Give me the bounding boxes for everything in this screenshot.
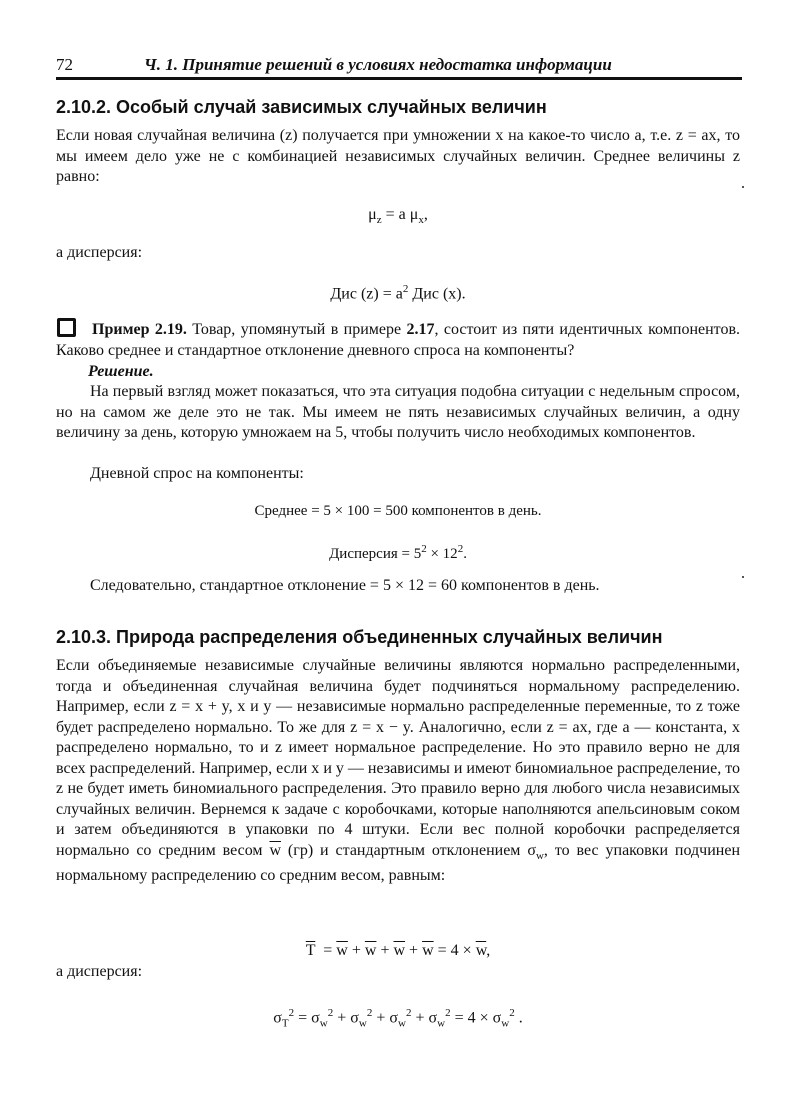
example-label: Пример 2.19. [92,321,187,338]
solution-paragraph-2: Дневной спрос на компоненты: [90,465,304,482]
formula-pack-mean: $\overline{T} = \overline{w} + \overline{w} + \overline{w} + \overline{w} = 4 \times \overline{w}$, [305,942,491,959]
formula-pack-variance: $\sigma_T^2 = \sigma_w^2 + \sigma_w^2 + \sigma_w^2 + \sigma_w^2 = 4 \times \sigma_w^2$ . [273,1007,523,1030]
variance-label-1: а дисперсия: [56,244,143,261]
example-ref: 2.17 [406,321,435,338]
variance-label-2: а дисперсия: [56,963,143,980]
running-header [56,54,742,76]
scan-speck [742,576,744,578]
formula-variance-z: Дис $(z) = a^2$ Дис (x). [330,283,466,303]
page-number: 72 [56,55,73,74]
section2-paragraph: Если объединяемые независимые случайные величины являются нормально распределенными, тогда и объединенная случайная величина будет подчиняться нормальному распределению. Например, если z = x + y, x и y — независимые нормально распределенные переменные, то z тоже будет распределено нормально. То же для z = x − y. Аналогично, если z = ax, где a — константа, x распределено нормально, то и z имеет нормальное распределение. Но это правило верно не для всех распределений. Например, если x и y — независимы и имеют биномиальное распределение, то z не будет иметь биномиального распределения. Это правило верно для любого числа независимых случайных величин. Вернемся к задаче с коробочками, которые наполняются апельсиновым соком и затем объединяются в упаковки по 4 штуки. Если вес полной коробочки распределяется нормально со средним весом $\overline{w}$ (гр) и стандартным отклонением $\sigma_w$, то вес упаковки подчинен нормальному распределению со средним весом, равным: [56,657,741,885]
header-rule [56,77,742,80]
section-heading-2-10-3: 2.10.3. Природа распределения объединенных случайных величин [56,627,663,647]
formula-mean-z: $\mu_z = a$ $\mu_x$, [368,206,428,227]
section1-intro-paragraph: Если новая случайная величина (z) получается при умножении x на какое-то число a, т.е. z = ax, то мы имеем дело уже не с комбинацией независимых случайных величин. Среднее величины z равно: [56,127,740,185]
formula-daily-mean: Среднее = 5 × 100 = 500 компонентов в день. [254,503,542,519]
scan-speck [742,186,744,188]
solution-conclusion: Следовательно, стандартное отклонение = 5 × 12 = 60 компонентов в день. [90,577,600,594]
formula-daily-variance: Дисперсия = $5^2 \times 12^2$. [329,543,467,562]
chapter-title: Ч. 1. Принятие решений в условиях недостатка информации [144,55,612,74]
solution-paragraph-1: На первый взгляд может показаться, что эта ситуация подобна ситуации с недельным спросом, но на самом же деле это не так. Мы имеем не пять независимых случайных величин, а одну величину за день, которую умножаем на 5, чтобы получить число необходимых компонентов. [56,383,740,441]
solution-label: Решение. [88,363,154,380]
example-2-19-statement: Пример 2.19. Товар, упомянутый в примере 2.17, состоит из пяти идентичных компонентов. Каково среднее и стандартное отклонение дневного спроса на компоненты? [56,321,741,359]
section-heading-2-10-2: 2.10.2. Особый случай зависимых случайных величин [56,97,547,117]
